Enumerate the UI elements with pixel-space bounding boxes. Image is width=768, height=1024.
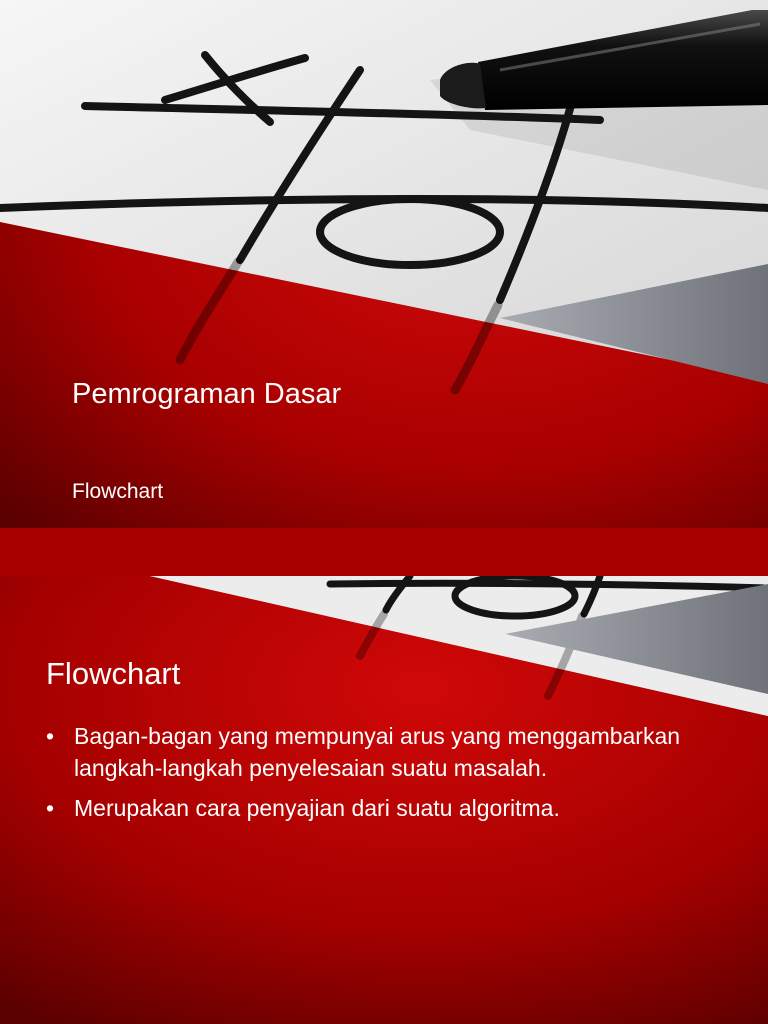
bullet-icon: • <box>46 723 55 749</box>
bullet-list <box>46 720 746 832</box>
slide-title: Flowchart <box>46 656 181 691</box>
content-slide <box>0 576 768 1024</box>
slide-subtitle: Flowchart <box>72 480 164 503</box>
slide-title: Pemrograman Dasar <box>72 378 342 410</box>
list-item <box>46 792 746 824</box>
bullet-text: Merupakan cara penyajian dari suatu algoritma. <box>74 795 560 821</box>
bullet-icon: • <box>46 795 55 821</box>
list-item <box>46 720 746 784</box>
slide-separator <box>0 528 768 576</box>
bullet-text: Bagan-bagan yang mempunyai arus yang menggambarkan langkah-langkah penyelesaian suatu masalah. <box>74 723 681 781</box>
